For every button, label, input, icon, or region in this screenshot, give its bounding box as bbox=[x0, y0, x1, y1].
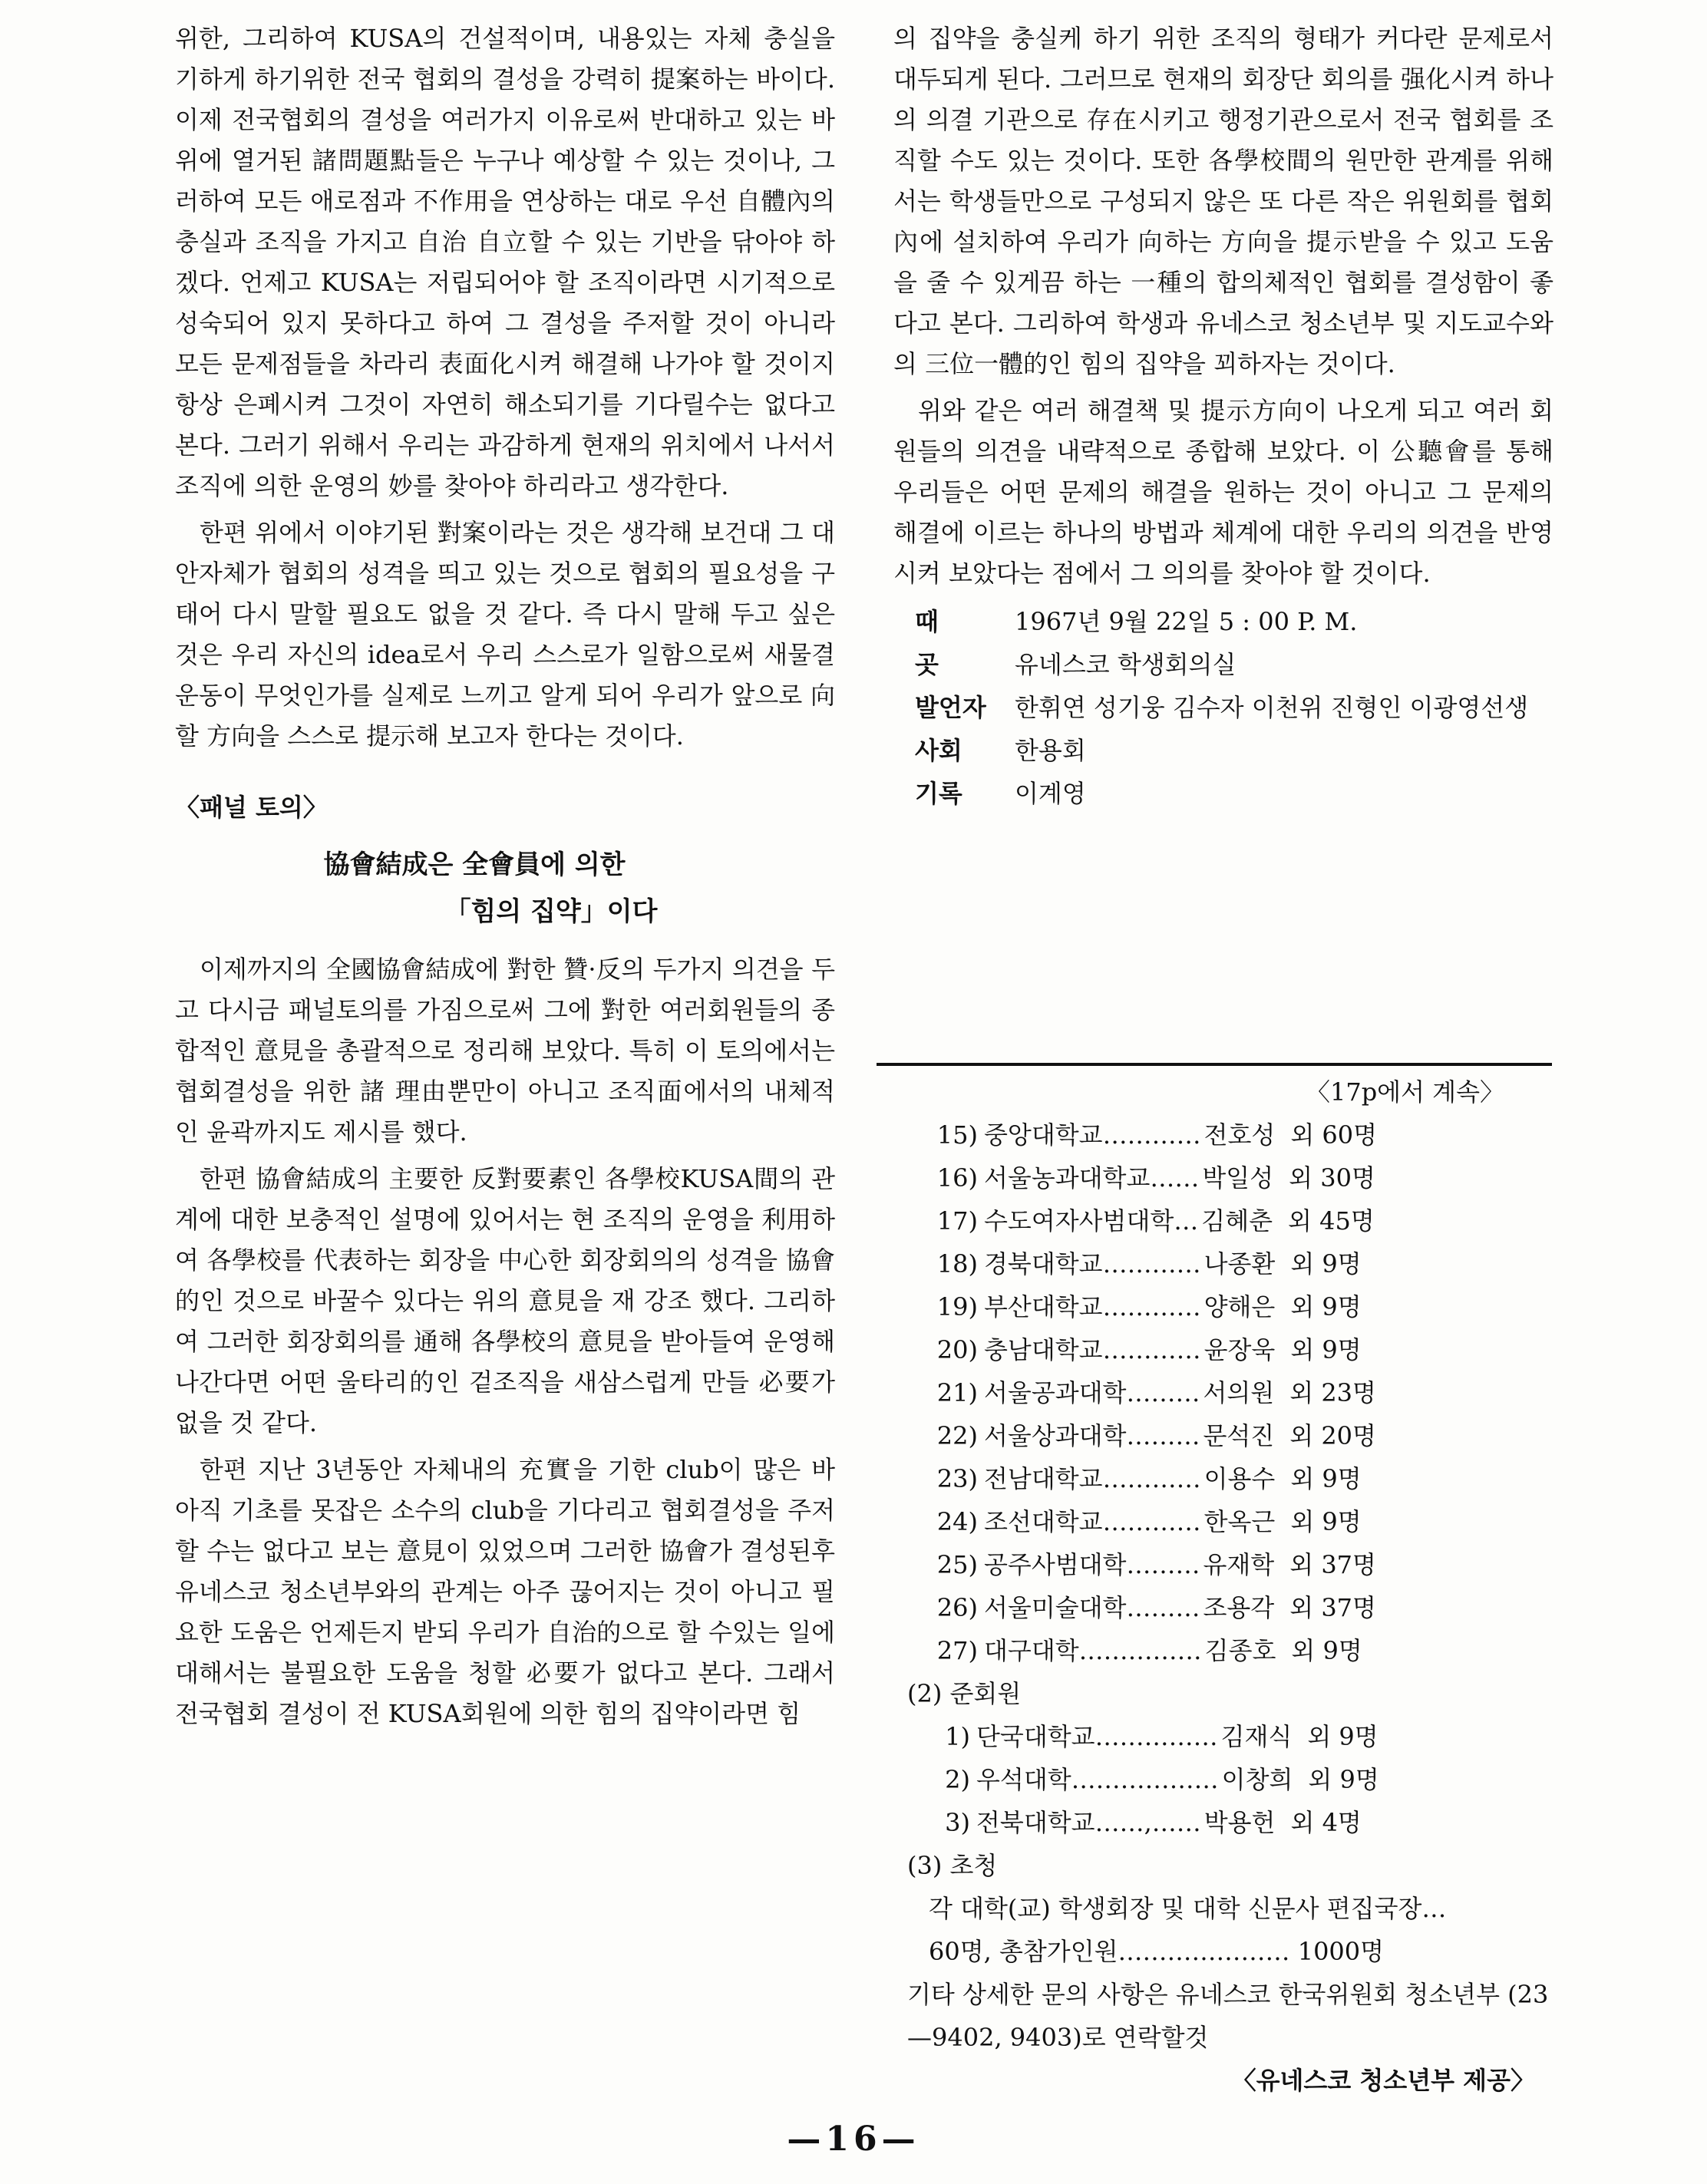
invited-label: (3) 초청 bbox=[907, 1851, 998, 1880]
info-row bbox=[893, 600, 1553, 643]
leader-dots: … bbox=[1174, 1206, 1199, 1236]
item-number: 2) bbox=[945, 1765, 970, 1794]
info-key: 기록 bbox=[915, 779, 962, 808]
page-number: —16— bbox=[787, 2120, 920, 2159]
invited-line: 60명, 총참가인원………………… 1000명 bbox=[929, 1937, 1385, 1966]
leader-dots: ……… bbox=[1126, 1378, 1200, 1407]
leader-dots: ……………… bbox=[1071, 1765, 1219, 1794]
school-name: 전남대학교 bbox=[984, 1464, 1103, 1493]
item-number: 24) bbox=[936, 1507, 978, 1536]
paragraph: 한편 위에서 이야기된 對案이라는 것은 생각해 보건대 그 대안자체가 협회의 성격을 띄고 있는 것으로 협회의 필요성을 구태어 다시 말할 필요도 없을 것 같다. 즉 다시 말해 두고 싶은 것은 우리 자신의 idea로서 우리 스스로가 일함으로써 새물결 운동이 무엇인가를 실제로 느끼고 알게 되어 우리가 앞으로 向할 方向을 스스로 提示해 보고자 한다는 것이다. bbox=[175, 518, 835, 751]
list-item bbox=[924, 1543, 1550, 1586]
member-count: 외 45명 bbox=[1288, 1206, 1375, 1236]
paragraph: 위와 같은 여러 해결책 및 提示方向이 나오게 되고 여러 회원들의 의견을 내략적으로 종합해 보았다. 이 公聽會를 통해 우리들은 어떤 문제의 해결을 원하는 것이 아니고 그 문제의 해결에 이르는 하나의 방법과 체계에 대한 우리의 의견을 반영시켜 보았다는 점에서 그 의의를 찾아야 할 것이다. bbox=[893, 396, 1553, 588]
school-name: 서울상과대학 bbox=[984, 1421, 1127, 1450]
list-item bbox=[924, 1801, 1550, 1844]
item-number: 18) bbox=[936, 1249, 978, 1278]
person-name: 이용수 bbox=[1203, 1464, 1276, 1493]
person-name: 문석진 bbox=[1203, 1421, 1275, 1450]
person-name: 김재식 bbox=[1220, 1722, 1293, 1751]
info-value: 이계영 bbox=[1015, 779, 1086, 808]
school-name: 서울미술대학 bbox=[984, 1593, 1127, 1622]
info-row bbox=[893, 729, 1553, 772]
list-item bbox=[924, 1242, 1550, 1285]
item-number: 22) bbox=[936, 1421, 978, 1450]
person-name: 김혜춘 bbox=[1201, 1206, 1273, 1236]
person-name: 박용헌 bbox=[1203, 1808, 1276, 1837]
contact-note: 기타 상세한 문의 사항은 유네스코 한국위원회 청소년부 (23—9402, 9403)로 연락할것 bbox=[907, 1980, 1549, 2052]
info-value: 한휘연 성기웅 김수자 이천위 진형인 이광영선생 bbox=[1015, 693, 1529, 722]
associate-label: (2) 준회원 bbox=[907, 1679, 1022, 1708]
info-value: 유네스코 학생회의실 bbox=[1015, 650, 1237, 679]
list-item bbox=[924, 1285, 1550, 1328]
paragraph: 이제까지의 全國協會結成에 對한 贊·反의 두가지 의견을 두고 다시금 패널토의를 가짐으로써 그에 對한 여러회원들의 종합적인 意見을 총괄적으로 정리해 보았다. 특히 이 토의에서는 협회결성을 위한 諸 理由뿐만이 아니고 조직面에서의 내체적인 윤곽까지도 제시를 했다. bbox=[175, 955, 835, 1146]
school-name: 서울농과대학교 bbox=[984, 1163, 1151, 1193]
school-name: 경북대학교 bbox=[984, 1249, 1103, 1278]
member-count: 외 9명 bbox=[1307, 1722, 1378, 1751]
member-count: 외 9명 bbox=[1290, 1464, 1362, 1493]
member-count: 외 20명 bbox=[1289, 1421, 1376, 1450]
section-label: 〈패널 토의〉 bbox=[175, 793, 328, 822]
info-key: 곳 bbox=[915, 650, 939, 679]
paragraph: 의 집약을 충실케 하기 위한 조직의 형태가 커다란 문제로서 대두되게 된다. 그러므로 현재의 회장단 회의를 强化시켜 하나의 의결 기관으로 存在시키고 행정기관으로서 전국 협회를 조직할 수도 있는 것이다. 또한 各學校間의 원만한 관계를 위해서는 학생들만으로 구성되지 않은 또 다른 작은 위원회를 협회內에 설치하여 우리가 向하는 方向을 提示받을 수 있고 도움을 줄 수 있게끔 하는 一種의 합의체적인 협회를 결성함이 좋다고 본다. 그리하여 학생과 유네스코 청소년부 및 지도교수와의 三位一體的인 힘의 집약을 꾀하자는 것이다. bbox=[893, 24, 1553, 378]
item-number: 21) bbox=[936, 1378, 978, 1407]
list-item bbox=[924, 1156, 1550, 1199]
associate-member-list bbox=[898, 1715, 1550, 1844]
right-column bbox=[893, 18, 1553, 815]
person-name: 한옥근 bbox=[1203, 1507, 1276, 1536]
leader-dots: …… bbox=[1150, 1163, 1200, 1193]
info-row bbox=[893, 643, 1553, 686]
school-name: 수도여자사범대학 bbox=[984, 1206, 1174, 1236]
info-key: 발언자 bbox=[915, 693, 986, 722]
member-count: 외 9명 bbox=[1290, 1507, 1362, 1536]
info-value: 한용회 bbox=[1015, 736, 1086, 765]
leader-dots: ………… bbox=[1102, 1464, 1201, 1493]
section-heading: 「힘의 집약」이다 bbox=[444, 896, 658, 927]
member-count: 외 9명 bbox=[1291, 1636, 1362, 1665]
leader-dots: ………… bbox=[1102, 1292, 1201, 1321]
item-number: 15) bbox=[936, 1120, 978, 1150]
continued-note: 〈17p에서 계속〉 bbox=[1305, 1077, 1504, 1107]
list-item bbox=[924, 1371, 1550, 1414]
info-row bbox=[893, 686, 1553, 729]
info-value: 1967년 9월 22일 5 : 00 P. M. bbox=[1015, 607, 1358, 636]
member-count: 외 9명 bbox=[1290, 1335, 1362, 1364]
member-list bbox=[898, 1071, 1550, 2102]
source-credit: 〈유네스코 청소년부 제공〉 bbox=[1231, 2066, 1535, 2095]
person-name: 서의원 bbox=[1203, 1378, 1275, 1407]
list-item bbox=[924, 1113, 1550, 1156]
person-name: 윤장욱 bbox=[1203, 1335, 1276, 1364]
list-item bbox=[924, 1328, 1550, 1371]
member-count: 외 9명 bbox=[1308, 1765, 1379, 1794]
list-item bbox=[924, 1414, 1550, 1457]
person-name: 이창희 bbox=[1221, 1765, 1293, 1794]
leader-dots: ………… bbox=[1102, 1120, 1201, 1150]
regular-member-list bbox=[898, 1113, 1550, 1672]
paragraph: 위한, 그리하여 KUSA의 건설적이며, 내용있는 자체 충실을 기하게 하기위한 전국 협회의 결성을 강력히 提案하는 바이다. 이제 전국협회의 결성을 여러가지 이유로써 반대하고 있는 바 위에 열거된 諸問題點들은 누구나 예상할 수 있는 것이나, 그러하여 모든 애로점과 不作用을 연상하는 대로 우선 自體內의 충실과 조직을 가지고 自治 自立할 수 있는 기반을 닦아야 하겠다. 언제고 KUSA는 저립되어야 할 조직이라면 시기적으로 성숙되어 있지 못하다고 하여 그 결성을 주저할 것이 아니라 모든 문제점들을 차라리 表面化시켜 해결해 나가야 할 것이지 항상 은폐시켜 그것이 자연히 해소되기를 기다릴수는 없다고 본다. 그러기 위해서 우리는 과감하게 현재의 위치에서 나서서 조직에 의한 운영의 妙를 찾아야 하리라고 생각한다. bbox=[175, 24, 835, 500]
school-name: 대구대학 bbox=[984, 1636, 1079, 1665]
list-item bbox=[924, 1457, 1550, 1500]
school-name: 조선대학교 bbox=[984, 1507, 1103, 1536]
school-name: 중앙대학교 bbox=[984, 1120, 1103, 1150]
list-item bbox=[924, 1629, 1550, 1672]
member-count: 외 23명 bbox=[1289, 1378, 1376, 1407]
info-key: 사회 bbox=[915, 736, 962, 765]
leader-dots: …………… bbox=[1095, 1722, 1218, 1751]
member-count: 외 60명 bbox=[1290, 1120, 1378, 1150]
school-name: 서울공과대학 bbox=[984, 1378, 1127, 1407]
member-count: 외 4명 bbox=[1290, 1808, 1362, 1837]
leader-dots: ……… bbox=[1126, 1421, 1200, 1450]
leader-dots: ………… bbox=[1102, 1249, 1201, 1278]
person-name: 유재학 bbox=[1203, 1550, 1275, 1579]
left-column bbox=[175, 18, 835, 1740]
person-name: 박일성 bbox=[1202, 1163, 1274, 1193]
item-number: 19) bbox=[936, 1292, 978, 1321]
info-row bbox=[893, 772, 1553, 815]
member-count: 외 9명 bbox=[1290, 1249, 1362, 1278]
paragraph: 한편 지난 3년동안 자체내의 充實을 기한 club이 많은 바 아직 기초를 못잡은 소수의 club을 기다리고 협회결성을 주저할 수는 없다고 보는 意見이 있었으며 그러한 協會가 결성된후 유네스코 청소년부와의 관계는 아주 끊어지는 것이 아니고 필요한 도움은 언제든지 받되 우리가 自治的으로 할 수있는 일에 대해서는 불필요한 도움을 청할 必要가 없다고 본다. 그래서 전국협회 결성이 전 KUSA회원에 의한 힘의 집약이라면 힘 bbox=[175, 1455, 835, 1728]
section-divider bbox=[877, 1063, 1552, 1066]
leader-dots: ……… bbox=[1126, 1593, 1200, 1622]
school-name: 부산대학교 bbox=[984, 1292, 1103, 1321]
item-number: 27) bbox=[936, 1636, 978, 1665]
item-number: 16) bbox=[936, 1163, 978, 1193]
item-number: 1) bbox=[945, 1722, 970, 1751]
list-item bbox=[924, 1500, 1550, 1543]
leader-dots: ……… bbox=[1126, 1550, 1200, 1579]
list-item bbox=[924, 1758, 1550, 1801]
leader-dots: …………… bbox=[1078, 1636, 1202, 1665]
leader-dots: ……,…… bbox=[1095, 1808, 1201, 1837]
person-name: 조용각 bbox=[1203, 1593, 1275, 1622]
item-number: 25) bbox=[936, 1550, 978, 1579]
member-count: 외 30명 bbox=[1289, 1163, 1375, 1193]
leader-dots: ………… bbox=[1102, 1335, 1201, 1364]
item-number: 23) bbox=[936, 1464, 978, 1493]
school-name: 단국대학교 bbox=[976, 1722, 1095, 1751]
member-count: 외 37명 bbox=[1289, 1593, 1376, 1622]
paragraph: 한편 協會結成의 主要한 反對要素인 各學校KUSA間의 관계에 대한 보충적인 설명에 있어서는 현 조직의 운영을 利用하여 各學校를 代表하는 회장을 中心한 회장회의의 성격을 協會的인 것으로 바꿀수 있다는 위의 意見을 재 강조 했다. 그리하여 그러한 회장회의를 通해 各學校의 意見을 받아들여 운영해 나간다면 어떤 울타리的인 겉조직을 새삼스럽게 만들 必要가 없을 것 같다. bbox=[175, 1164, 835, 1437]
info-key: 때 bbox=[915, 607, 939, 636]
item-number: 3) bbox=[945, 1808, 970, 1837]
person-name: 나종환 bbox=[1203, 1249, 1276, 1278]
member-count: 외 37명 bbox=[1289, 1550, 1376, 1579]
member-count: 외 9명 bbox=[1290, 1292, 1362, 1321]
item-number: 20) bbox=[936, 1335, 978, 1364]
meeting-info bbox=[893, 600, 1553, 815]
person-name: 전호성 bbox=[1203, 1120, 1276, 1150]
school-name: 우석대학 bbox=[976, 1765, 1071, 1794]
section-heading: 協會結成은 全會員에 의한 bbox=[323, 850, 626, 880]
item-number: 17) bbox=[936, 1206, 978, 1236]
list-item bbox=[924, 1715, 1550, 1758]
person-name: 김종호 bbox=[1204, 1636, 1276, 1665]
school-name: 충남대학교 bbox=[984, 1335, 1103, 1364]
leader-dots: ………… bbox=[1102, 1507, 1201, 1536]
school-name: 전북대학교 bbox=[976, 1808, 1095, 1837]
list-item bbox=[924, 1586, 1550, 1629]
school-name: 공주사범대학 bbox=[984, 1550, 1127, 1579]
invited-line: 각 대학(교) 학생회장 및 대학 신문사 편집국장… bbox=[929, 1894, 1447, 1923]
list-item bbox=[924, 1199, 1550, 1242]
person-name: 양해은 bbox=[1203, 1292, 1276, 1321]
item-number: 26) bbox=[936, 1593, 978, 1622]
